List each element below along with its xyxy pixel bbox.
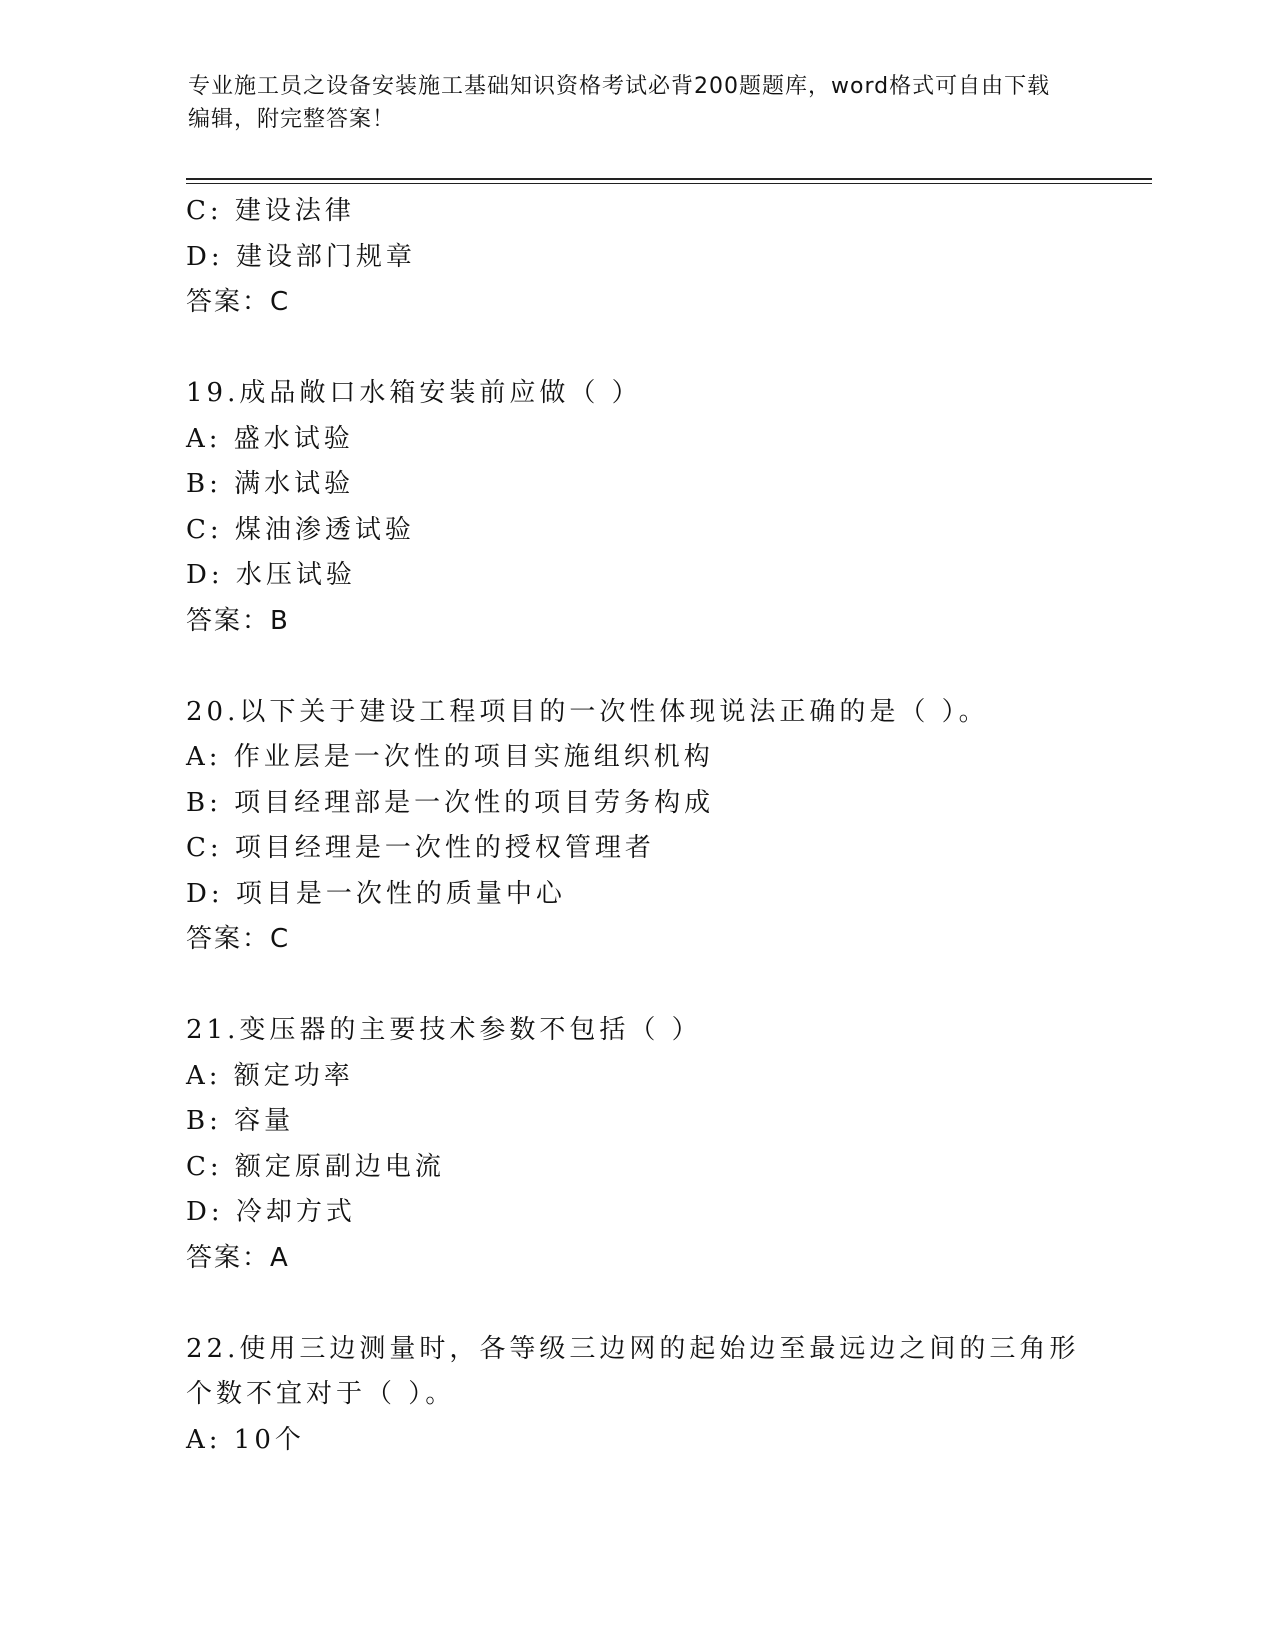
option-c: C: 项目经理是一次性的授权管理者 [186,833,655,863]
option-d: D: 项目是一次性的质量中心 [186,878,566,909]
option-d: D: 冷却方式 [186,1197,356,1227]
option-b: B: 满水试验 [186,469,355,499]
option-b: B: 容量 [186,1106,295,1136]
document-title: 专业施工员之设备安装施工基础知识资格考试必背200题题库，word格式可自由下载编辑，附完整答案！ [188,74,1051,132]
spacer [186,326,1086,372]
header-divider-thick [186,178,1152,180]
header-divider-thin [186,183,1152,184]
option-a: A: 10个 [186,1424,305,1455]
question-block-19 [186,371,1086,644]
question-list [186,189,1086,1463]
answer-line: 答案：A [186,1242,290,1273]
option-c: C: 煤油渗透试验 [186,514,415,545]
option-d: D: 水压试验 [186,560,356,590]
option-c: C: 额定原副边电流 [186,1151,445,1182]
option-c: C: 建设法律 [186,196,355,226]
question-text: 22.使用三边测量时，各等级三边网的起始边至最远边之间的三角形个数不宜对于（ ）。 [186,1333,1080,1409]
question-text: 21.变压器的主要技术参数不包括（ ） [186,1015,702,1045]
option-b: B: 项目经理部是一次性的项目劳务构成 [186,787,715,818]
question-block-21 [186,1008,1086,1281]
spacer [186,963,1086,1009]
option-a: A: 盛水试验 [186,423,354,454]
page-header [188,70,1068,136]
option-d: D: 建设部门规章 [186,241,416,272]
option-a: A: 额定功率 [186,1060,354,1091]
answer-line: 答案：C [186,924,291,954]
question-text: 19.成品敞口水箱安装前应做（ ） [186,378,642,408]
option-a: A: 作业层是一次性的项目实施组织机构 [186,742,714,772]
answer-line: 答案：B [186,605,290,636]
question-block-partial [186,189,1086,326]
spacer [186,644,1086,690]
question-block-20 [186,690,1086,963]
question-block-22 [186,1327,1086,1464]
answer-line: 答案：C [186,287,291,317]
question-text: 20.以下关于建设工程项目的一次性体现说法正确的是（ ）。 [186,696,989,727]
spacer [186,1281,1086,1327]
